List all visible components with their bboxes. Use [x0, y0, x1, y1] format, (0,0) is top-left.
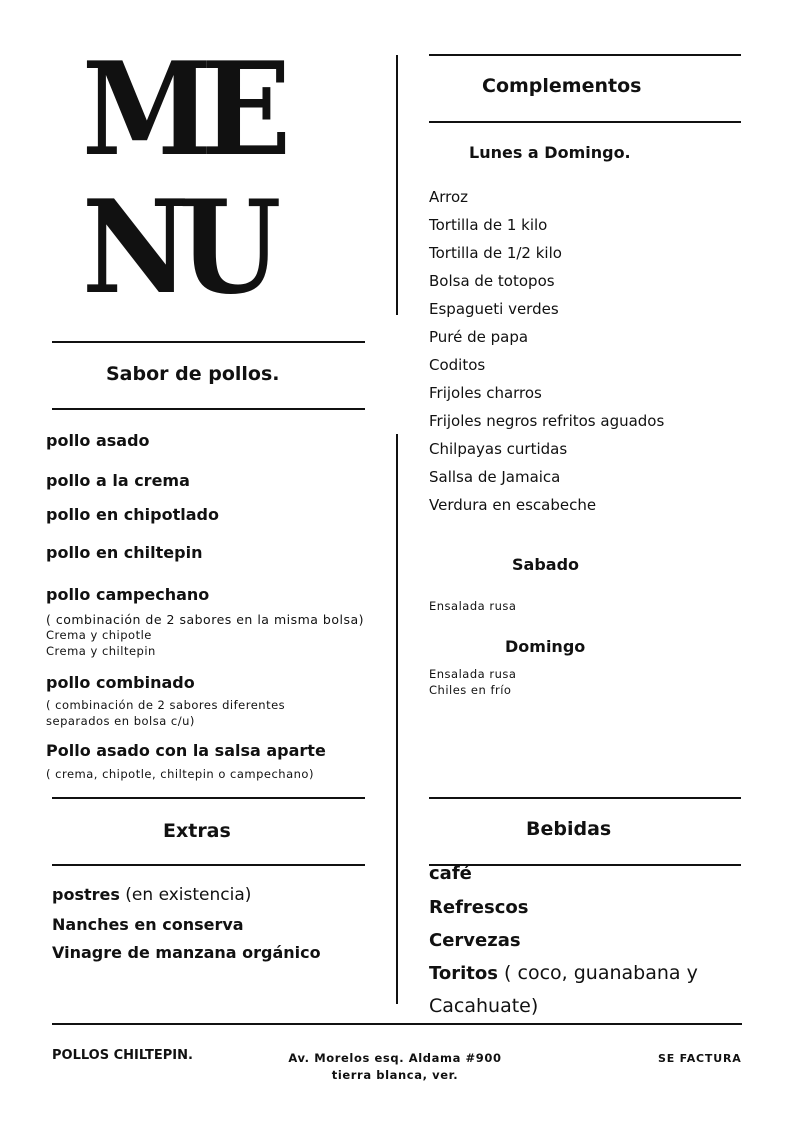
- complemento-item: Bolsa de totopos: [429, 272, 555, 290]
- complementos-rule-bottom: [429, 121, 741, 123]
- complemento-item: Tortilla de 1 kilo: [429, 216, 548, 234]
- bebidas-rule-top: [429, 797, 741, 799]
- extras-item-name: postres: [52, 885, 120, 904]
- footer-rule: [52, 1023, 742, 1025]
- complemento-item: Verdura en escabeche: [429, 496, 597, 514]
- domingo-heading: Domingo: [505, 637, 586, 656]
- pollos-heading: Sabor de pollos.: [106, 363, 280, 385]
- extras-heading: Extras: [163, 820, 231, 842]
- bebida-detail: ( coco, guanabana y: [498, 962, 698, 984]
- bebidas-rule-bottom: [429, 864, 741, 866]
- pollo-note: separados en bolsa c/u): [46, 714, 195, 728]
- pollos-rule-top: [52, 341, 365, 343]
- bebidas-heading: Bebidas: [526, 818, 612, 840]
- pollo-item: pollo a la crema: [46, 471, 190, 490]
- pollo-item: pollo asado: [46, 431, 150, 450]
- extras-item: Nanches en conserva: [52, 915, 244, 934]
- pollo-item: pollo campechano: [46, 585, 210, 604]
- complemento-item: Frijoles negros refritos aguados: [429, 412, 665, 430]
- footer-address: [270, 1050, 520, 1084]
- bebida-name: Cervezas: [429, 930, 521, 951]
- domingo-item: Chiles en frío: [429, 683, 512, 697]
- bebida-name: Refrescos: [429, 897, 529, 918]
- complementos-rule-top: [429, 54, 741, 56]
- complemento-item: Tortilla de 1/2 kilo: [429, 244, 562, 262]
- pollo-note: ( combinación de 2 sabores en la misma bolsa): [46, 612, 365, 627]
- pollo-note: Crema y chipotle: [46, 628, 152, 642]
- complemento-item: Frijoles charros: [429, 384, 542, 402]
- sabado-heading: Sabado: [512, 555, 580, 574]
- footer-invoice: SE FACTURA: [658, 1052, 742, 1065]
- bebida-item: [429, 962, 698, 984]
- menu-title-line1: ME: [82, 35, 281, 185]
- pollo-item: pollo en chipotlado: [46, 505, 219, 524]
- bebida-continuation: Cacahuate): [429, 995, 539, 1017]
- center-divider-bottom: [396, 434, 398, 1004]
- sabado-item: Ensalada rusa: [429, 599, 517, 613]
- footer-brand: POLLOS CHILTEPIN.: [52, 1048, 193, 1063]
- bebida-item: [429, 930, 521, 951]
- bebida-item: [429, 863, 472, 884]
- domingo-item: Ensalada rusa: [429, 667, 517, 681]
- extras-item: Vinagre de manzana orgánico: [52, 943, 321, 962]
- pollo-item: pollo combinado: [46, 673, 195, 692]
- bebida-item: [429, 897, 528, 918]
- pollo-note: Crema y chiltepin: [46, 644, 156, 658]
- complementos-heading: Complementos: [482, 75, 642, 97]
- pollo-note: ( combinación de 2 sabores diferentes: [46, 698, 286, 712]
- complemento-item: Chilpayas curtidas: [429, 440, 568, 458]
- footer-address-line1: Av. Morelos esq. Aldama #900: [288, 1051, 502, 1065]
- extras-item-detail: (en existencia): [119, 885, 252, 905]
- complementos-schedule: Lunes a Domingo.: [469, 143, 631, 162]
- complemento-item: Espagueti verdes: [429, 300, 559, 318]
- bebida-name: café: [429, 863, 472, 884]
- complemento-item: Arroz: [429, 188, 469, 206]
- extras-rule-bottom: [52, 864, 365, 866]
- pollo-note: ( crema, chipotle, chiltepin o campechano): [46, 767, 314, 781]
- bebida-name: Toritos: [429, 963, 498, 984]
- pollo-item: Pollo asado con la salsa aparte: [46, 741, 326, 760]
- pollo-item: pollo en chiltepin: [46, 543, 203, 562]
- complemento-item: Sallsa de Jamaica: [429, 468, 561, 486]
- footer-address-line2: tierra blanca, ver.: [331, 1068, 459, 1082]
- center-divider-top: [396, 55, 398, 315]
- extras-rule-top: [52, 797, 365, 799]
- complemento-item: Puré de papa: [429, 328, 529, 346]
- complemento-item: Coditos: [429, 356, 486, 374]
- extras-item: [52, 885, 251, 905]
- menu-title-line2: NU: [82, 173, 271, 323]
- pollos-rule-bottom: [52, 408, 365, 410]
